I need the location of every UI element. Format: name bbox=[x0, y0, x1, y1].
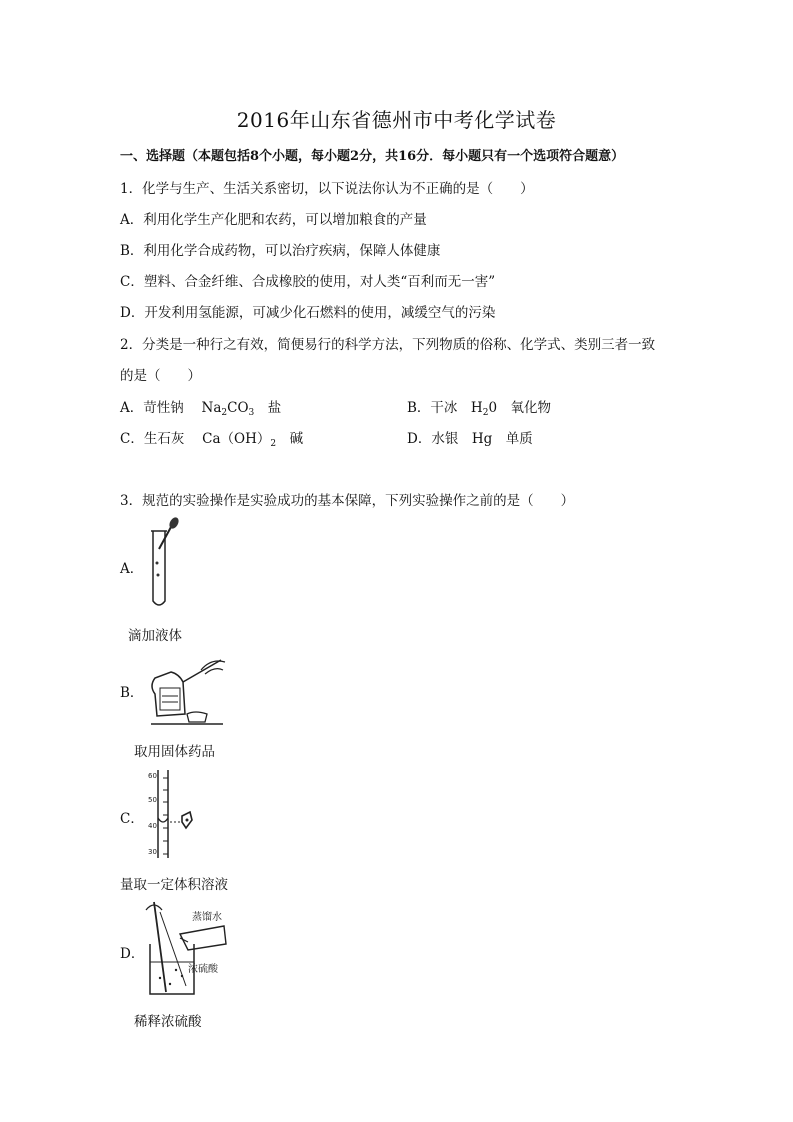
graduated-cylinder-figure bbox=[146, 766, 202, 862]
q2-stem-line1: 2．分类是一种行之有效，简便易行的科学方法，下列物质的俗称、化学式、类别三者一致 bbox=[120, 337, 656, 353]
q3-option-d-caption: 稀释浓硫酸 bbox=[134, 1014, 202, 1030]
solid-reagent-figure bbox=[143, 652, 228, 730]
section-heading: 一、选择题（本题包括8个小题，每小题2分，共16分．每小题只有一个选项符合题意） bbox=[120, 149, 625, 164]
q2-option-b[interactable] bbox=[407, 396, 551, 418]
q1-option-b[interactable]: B．利用化学合成药物，可以治疗疾病，保障人体健康 bbox=[120, 243, 441, 259]
q1-option-a[interactable]: A．利用化学生产化肥和农药，可以增加粮食的产量 bbox=[120, 212, 427, 228]
q2-c-text: C．生石灰 Ca（OH） bbox=[120, 431, 271, 447]
q2-b-sub: 2 bbox=[482, 408, 489, 418]
beaker-label: 浓硫酸 bbox=[188, 964, 218, 975]
q3-option-d-label[interactable]: D． bbox=[120, 946, 145, 962]
dilute-sulfuric-acid-figure bbox=[140, 898, 232, 1000]
q2-option-a[interactable] bbox=[120, 396, 281, 418]
q2-option-d[interactable]: D．水银 Hg 单质 bbox=[407, 431, 533, 447]
q2-a-sub1: 2 bbox=[221, 408, 228, 418]
q2-stem-line2: 的是（ ） bbox=[120, 368, 201, 384]
q2-option-c[interactable] bbox=[120, 427, 303, 449]
q1-stem: 1．化学与生产、生活关系密切，以下说法你认为不正确的是（ ） bbox=[120, 181, 534, 197]
tick-label-40: 40 bbox=[148, 822, 157, 830]
dropper-test-tube-figure bbox=[146, 517, 186, 611]
q2-a-suffix: 盐 bbox=[254, 400, 282, 416]
q2-b-suffix: 0 氧化物 bbox=[488, 400, 552, 416]
q3-option-a-label[interactable]: A． bbox=[120, 561, 144, 577]
q3-option-a-caption: 滴加液体 bbox=[128, 628, 182, 644]
q1-option-d[interactable]: D．开发利用氢能源，可减少化石燃料的使用，减缓空气的污染 bbox=[120, 305, 496, 321]
tick-label-60: 60 bbox=[148, 772, 157, 780]
tick-label-30: 30 bbox=[148, 848, 157, 856]
q2-a-mid: CO bbox=[227, 400, 249, 416]
q3-stem: 3．规范的实验操作是实验成功的基本保障，下列实验操作之前的是（ ） bbox=[120, 493, 575, 509]
page-title: 2016年山东省德州市中考化学试卷 bbox=[236, 108, 557, 132]
q2-c-sub: 2 bbox=[270, 439, 277, 449]
tick-label-50: 50 bbox=[148, 796, 157, 804]
q2-b-text: B．干冰 H bbox=[407, 400, 483, 416]
q3-option-b-label[interactable]: B． bbox=[120, 685, 144, 701]
q3-option-b-caption: 取用固体药品 bbox=[134, 744, 215, 760]
q3-option-c-caption: 量取一定体积溶液 bbox=[120, 877, 228, 893]
q3-option-c-label[interactable]: C． bbox=[120, 811, 144, 827]
q2-a-prefix: A．苛性钠 Na bbox=[120, 400, 222, 416]
q1-option-c[interactable]: C．塑料、合金纤维、合成橡胶的使用，对人类“百利而无一害” bbox=[120, 274, 496, 290]
bottle-label: 蒸馏水 bbox=[192, 912, 222, 923]
q2-a-sub2: 3 bbox=[248, 408, 255, 418]
q2-c-suffix: 碱 bbox=[276, 431, 304, 447]
